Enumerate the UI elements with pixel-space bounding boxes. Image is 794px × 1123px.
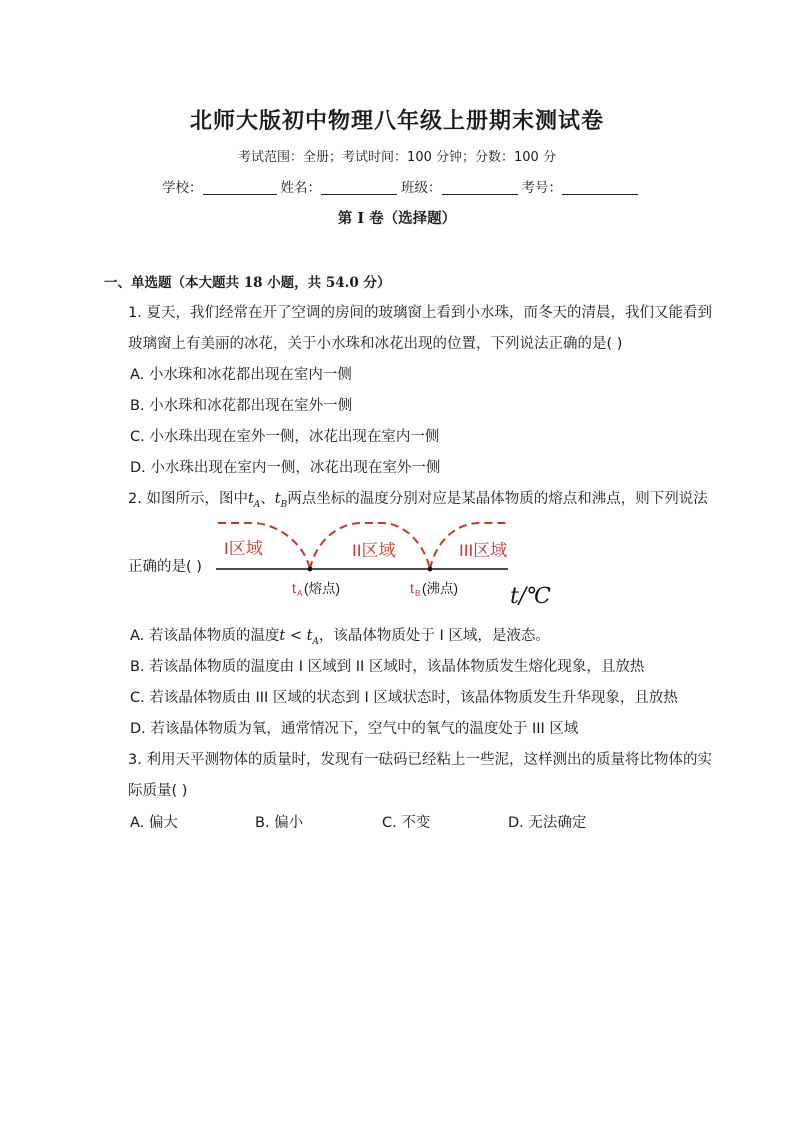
zone-2-label: II区域: [352, 541, 396, 560]
name-label: 姓名：: [280, 180, 321, 196]
school-field[interactable]: [203, 180, 277, 195]
stem-separator: 、: [260, 491, 275, 507]
school-label: 学校：: [162, 180, 203, 196]
point-b-sub: B: [415, 589, 421, 598]
page-title: 北师大版初中物理八年级上册期末测试卷: [189, 108, 604, 134]
question-2-stem-pre: 2. 如图所示，图中: [128, 491, 248, 507]
option-a-math: [279, 628, 319, 647]
question-2-option-d[interactable]: D. 若该晶体物质为氧，通常情况下，空气中的氧气的温度处于 III 区域: [130, 721, 579, 737]
question-2-stem-post: 两点坐标的温度分别对应是某晶体物质的熔点和沸点，则下列说法: [287, 491, 708, 507]
question-3-stem-line2: 际质量( ): [128, 783, 188, 799]
class-field[interactable]: [442, 180, 518, 195]
question-1-stem-line2: 玻璃窗上有美丽的冰花，关于小水珠和冰花出现的位置，下列说法正确的是( ): [128, 336, 623, 352]
question-2-option-c[interactable]: C. 若该晶体物质由 III 区域的状态到 I 区域状态时，该晶体物质发生升华现象，且放热: [130, 690, 678, 706]
exam-number-field[interactable]: [562, 180, 638, 195]
question-3-stem-line1: 3. 利用天平测物体的质量时，发现有一砝码已经粘上一些泥，这样测出的质量将比物体的实: [128, 752, 712, 768]
question-3-option-b[interactable]: B. 偏小: [255, 815, 304, 831]
point-a-sub: A: [297, 589, 303, 598]
boiling-point-label: (沸点): [422, 581, 458, 596]
question-3-option-c[interactable]: C. 不变: [382, 815, 431, 831]
zone-1-label: I区域: [224, 539, 263, 558]
question-1-option-b[interactable]: B. 小水珠和冰花都出现在室外一侧: [130, 398, 353, 414]
name-field[interactable]: [321, 180, 397, 195]
point-b-dot: [428, 567, 433, 572]
volume-heading: 第 I 卷（选择题）: [337, 210, 457, 227]
tb-symbol: [274, 491, 288, 510]
question-2-option-b[interactable]: B. 若该晶体物质的温度由 I 区域到 II 区域时，该晶体物质发生熔化现象，且放热: [130, 659, 645, 675]
option-a-pre: A. 若该晶体物质的温度: [130, 628, 280, 644]
tb-t: t: [274, 491, 281, 507]
class-label: 班级：: [401, 180, 442, 196]
question-1-stem-line1: 1. 夏天，我们经常在开了空调的房间的玻璃窗上看到小水珠，而冬天的清晨，我们又能看到: [128, 305, 712, 321]
option-a-post: ，该晶体物质处于 I 区域，是液态。: [318, 628, 550, 644]
melting-point-label: (熔点): [304, 581, 340, 596]
point-b-t: t: [410, 580, 414, 596]
question-2-stem-line2: 正确的是( ): [128, 559, 202, 575]
question-1-option-d[interactable]: D. 小水珠出现在室内一侧，冰花出现在室外一侧: [130, 460, 441, 476]
question-1-option-c[interactable]: C. 小水珠出现在室外一侧，冰花出现在室内一侧: [130, 429, 440, 445]
exam-number-label: 考号：: [521, 180, 562, 196]
point-a-dot: [308, 567, 313, 572]
point-a-t: t: [292, 580, 296, 596]
section-heading: 一、单选题（本大题共 18 小题，共 54.0 分）: [104, 275, 391, 291]
question-2-option-a[interactable]: [130, 624, 550, 647]
axis-label: t/℃: [510, 584, 551, 609]
ta-t: t: [247, 491, 254, 507]
ta-symbol: [247, 491, 261, 510]
option-a-math-sub: A: [312, 636, 319, 647]
student-info-fields: [162, 176, 642, 196]
zone-3-label: III区域: [459, 541, 508, 560]
ta-sub: A: [253, 499, 261, 510]
question-3-option-a[interactable]: A. 偏大: [130, 815, 178, 831]
exam-meta: 考试范围：全册；考试时间：100 分钟；分数：100 分: [238, 150, 556, 165]
question-2-stem-line1: [128, 487, 708, 510]
tb-sub: B: [280, 499, 288, 510]
question-1-option-a[interactable]: A. 小水珠和冰花都出现在室内一侧: [130, 367, 352, 383]
option-a-math-text: t < t: [279, 628, 313, 644]
phase-zone-figure: [212, 517, 552, 609]
question-3-option-d[interactable]: D. 无法确定: [508, 815, 587, 831]
